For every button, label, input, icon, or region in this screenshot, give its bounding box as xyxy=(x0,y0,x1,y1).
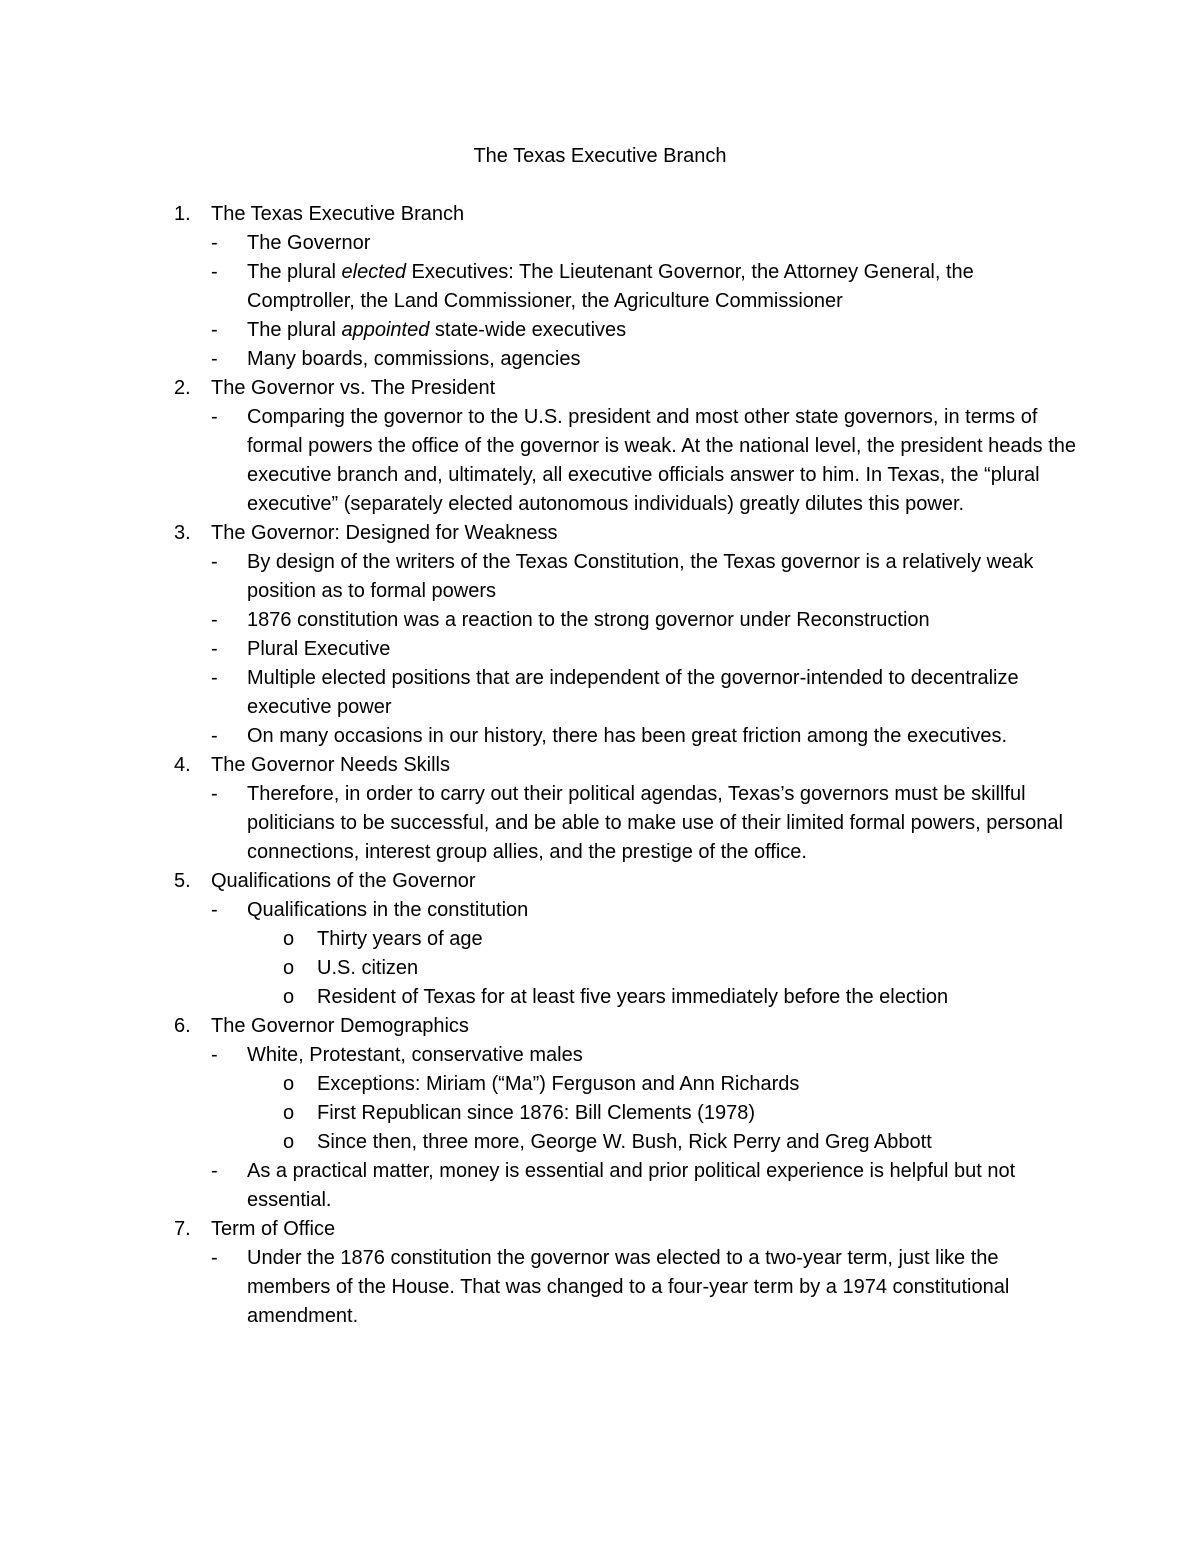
list-item xyxy=(0,635,1077,664)
list-item-text: 1876 constitution was a reaction to the strong governor under Reconstruction xyxy=(247,609,930,631)
outline-list xyxy=(0,200,1200,1331)
circle-bullet: o xyxy=(283,1131,295,1153)
section-number: 4. xyxy=(174,754,191,776)
dash-bullet: - xyxy=(211,638,218,660)
section-number: 1. xyxy=(174,203,191,225)
sub-list-item xyxy=(0,954,1077,983)
sub-list-item-text: Exceptions: Miriam (“Ma”) Ferguson and Ann Richards xyxy=(317,1073,800,1095)
section-number: 3. xyxy=(174,522,191,544)
sub-list-item xyxy=(0,1070,1077,1099)
dash-bullet: - xyxy=(211,783,218,805)
sub-list-item-text: First Republican since 1876: Bill Clements (1978) xyxy=(317,1102,755,1124)
list-item-text: Therefore, in order to carry out their political agendas, Texas’s governors must be skillful politicians to be successful, and be able to make use of their limited formal powers, personal connections, interest group allies, and the prestige of the office. xyxy=(247,783,1063,863)
sub-list-item-text: Resident of Texas for at least five years immediately before the election xyxy=(317,986,949,1008)
dash-bullet: - xyxy=(211,551,218,573)
list-item-text-start: The plural xyxy=(247,261,342,283)
section-heading xyxy=(0,751,1071,780)
sub-list-item xyxy=(0,1099,1077,1128)
list-item-text: As a practical matter, money is essential and prior political experience is helpful but not essential. xyxy=(247,1160,1016,1211)
section-title: The Governor Demographics xyxy=(211,1015,469,1037)
section-heading xyxy=(0,374,1071,403)
list-item-text: By design of the writers of the Texas Constitution, the Texas governor is a relatively weak position as to formal powers xyxy=(247,551,1034,602)
section-number: 6. xyxy=(174,1015,191,1037)
section-number: 2. xyxy=(174,377,191,399)
dash-bullet: - xyxy=(211,232,218,254)
sub-list-item xyxy=(0,1128,1077,1157)
list-item-text: Plural Executive xyxy=(247,638,391,660)
list-item xyxy=(0,403,1077,519)
sub-list-item-text: Since then, three more, George W. Bush, Rick Perry and Greg Abbott xyxy=(317,1131,932,1153)
list-item-text-start: The plural xyxy=(247,319,342,341)
list-item xyxy=(0,896,1077,925)
section-heading xyxy=(0,1215,1071,1244)
dash-bullet: - xyxy=(211,667,218,689)
list-item xyxy=(0,722,1077,751)
section-heading xyxy=(0,519,1071,548)
section-title: The Governor vs. The President xyxy=(211,377,496,399)
emphasis-text: appointed xyxy=(341,319,430,341)
section-number: 5. xyxy=(174,870,191,892)
list-item-text: Many boards, commissions, agencies xyxy=(247,348,581,370)
dash-bullet: - xyxy=(211,609,218,631)
list-item xyxy=(0,1244,1077,1331)
list-item xyxy=(0,1157,1077,1215)
list-item-text-end: Executives: The Lieutenant Governor, the Attorney General, the Comptroller, the Land Commissioner, the Agriculture Commissioner xyxy=(247,261,974,312)
list-item xyxy=(0,258,1077,316)
list-item-text: Comparing the governor to the U.S. president and most other state governors, in terms of formal powers the office of the governor is weak. At the national level, the president heads the executive branch and, ultimately, all executive officials answer to him. In Texas, the “plural executive” (separately elected autonomous individuals) greatly dilutes this power. xyxy=(247,406,1077,515)
list-item-text: Multiple elected positions that are independent of the governor-intended to decentralize executive power xyxy=(247,667,1019,718)
dash-bullet: - xyxy=(211,406,218,428)
circle-bullet: o xyxy=(283,957,295,979)
section-title: The Governor Needs Skills xyxy=(211,754,450,776)
dash-bullet: - xyxy=(211,1247,218,1269)
section-title: Term of Office xyxy=(211,1218,336,1240)
section-heading xyxy=(0,867,1071,896)
sub-list-item-text: Thirty years of age xyxy=(317,928,483,950)
document-title: The Texas Executive Branch xyxy=(473,145,727,167)
emphasis-text: elected xyxy=(341,261,406,283)
list-item xyxy=(0,548,1077,606)
list-item-text: Qualifications in the constitution xyxy=(247,899,529,921)
dash-bullet: - xyxy=(211,319,218,341)
list-item-text: The Governor xyxy=(247,232,371,254)
circle-bullet: o xyxy=(283,1073,295,1095)
list-item xyxy=(0,229,1077,258)
list-item xyxy=(0,606,1077,635)
section-number: 7. xyxy=(174,1218,191,1240)
sub-list-item-text: U.S. citizen xyxy=(317,957,419,979)
section-title: The Texas Executive Branch xyxy=(211,203,465,225)
circle-bullet: o xyxy=(283,928,295,950)
sub-list-item xyxy=(0,983,1077,1012)
list-item-text: Under the 1876 constitution the governor was elected to a two-year term, just like the members of the House. That was changed to a four-year term by a 1974 constitutional amendment. xyxy=(247,1247,1010,1327)
dash-bullet: - xyxy=(211,1160,218,1182)
dash-bullet: - xyxy=(211,725,218,747)
list-item xyxy=(0,345,1077,374)
section-heading xyxy=(0,1012,1071,1041)
list-item xyxy=(0,780,1077,867)
section-title: The Governor: Designed for Weakness xyxy=(211,522,558,544)
list-item xyxy=(0,664,1077,722)
list-item xyxy=(0,316,1077,345)
sub-list-item xyxy=(0,925,1077,954)
circle-bullet: o xyxy=(283,1102,295,1124)
list-item xyxy=(0,1041,1077,1070)
dash-bullet: - xyxy=(211,899,218,921)
dash-bullet: - xyxy=(211,348,218,370)
section-title: Qualifications of the Governor xyxy=(211,870,476,892)
circle-bullet: o xyxy=(283,986,295,1008)
list-item-text: On many occasions in our history, there has been great friction among the executives. xyxy=(247,725,1008,747)
list-item-text: White, Protestant, conservative males xyxy=(247,1044,583,1066)
list-item-text-end: state-wide executives xyxy=(429,319,627,341)
section-heading xyxy=(0,200,1071,229)
dash-bullet: - xyxy=(211,1044,218,1066)
dash-bullet: - xyxy=(211,261,218,283)
